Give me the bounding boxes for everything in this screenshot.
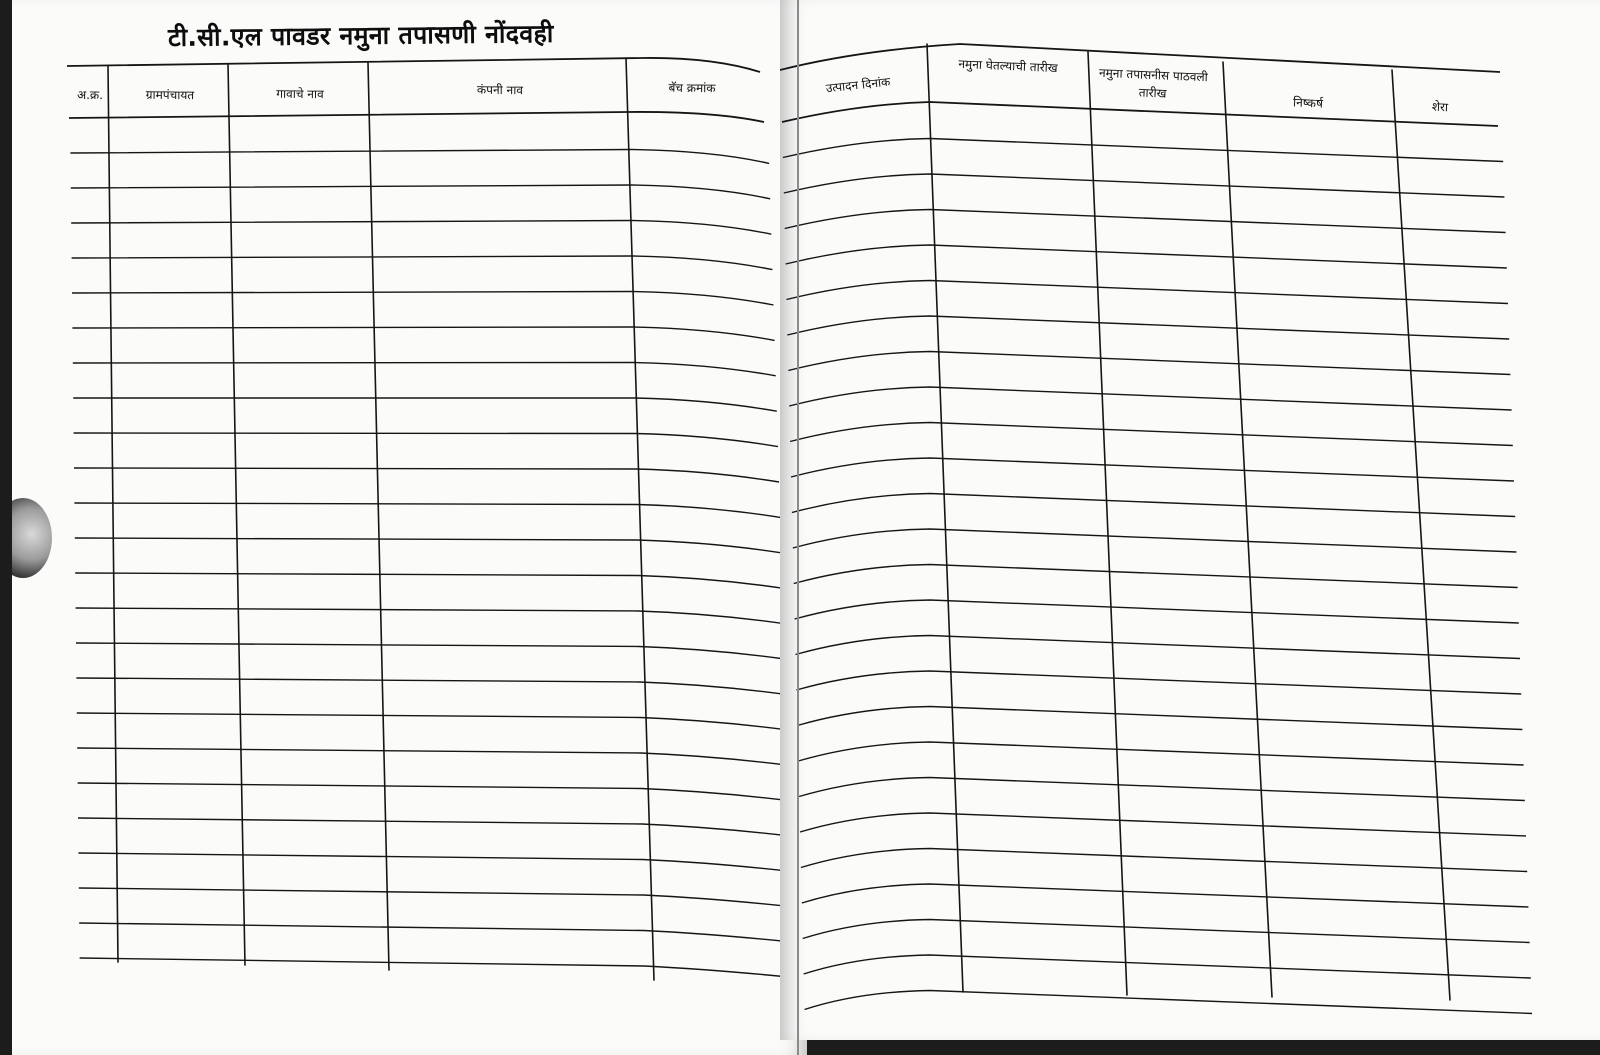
- table-row-line: [70, 150, 769, 164]
- register-title: टी.सी.एल पावडर नमुना तपासणी नोंदवही: [167, 18, 554, 53]
- table-row-line: [794, 565, 1518, 588]
- right-page: [780, 0, 1600, 1040]
- header-bottom-border: [782, 102, 1498, 126]
- table-row-line: [76, 678, 785, 694]
- table-row-line: [71, 221, 771, 235]
- table-row-line: [72, 327, 774, 340]
- table-row-line: [797, 707, 1522, 730]
- table-row-line: [78, 783, 789, 801]
- book-spine: [797, 0, 799, 1055]
- right-ruling: [780, 0, 1600, 1040]
- header-bottom-border: [69, 112, 764, 122]
- table-row-line: [80, 958, 795, 978]
- col-header-gram-panchayat: ग्रामपंचायत: [145, 87, 195, 103]
- col-header-remarks: शेरा: [1431, 99, 1449, 115]
- table-row-line: [78, 818, 790, 836]
- table-row-line: [78, 853, 791, 871]
- table-row-line: [77, 748, 788, 765]
- col-header-sample-sent-date: नमुना तपासनीस पाठवली तारीख: [1098, 65, 1209, 101]
- table-row-line: [72, 292, 774, 306]
- col-header-production-date: उत्पादन दिनांक: [825, 74, 891, 96]
- table-column-line: [1223, 62, 1272, 997]
- table-row-line: [796, 636, 1521, 659]
- col-header-conclusion: निष्कर्ष: [1292, 95, 1324, 111]
- table-row-line: [73, 363, 776, 376]
- col-header-serial: अ.क्र.: [76, 87, 104, 103]
- table-row-line: [71, 185, 770, 199]
- table-column-line: [927, 44, 963, 992]
- table-row-line: [800, 813, 1526, 836]
- table-row-line: [74, 433, 778, 447]
- table-row-line: [793, 529, 1517, 552]
- table-row-line: [787, 316, 1509, 339]
- table-row-line: [805, 991, 1533, 1014]
- table-row-line: [76, 608, 784, 624]
- table-row-line: [788, 352, 1510, 375]
- table-column-line: [108, 66, 118, 962]
- table-row-line: [787, 281, 1509, 304]
- table-row-line: [789, 387, 1511, 410]
- col-header-company-name: कंपनी नाव: [476, 82, 524, 98]
- table-column-line: [626, 58, 654, 980]
- table-row-line: [795, 600, 1519, 623]
- table-row-line: [783, 139, 1503, 162]
- table-column-line: [228, 64, 245, 965]
- table-row-line: [791, 458, 1514, 481]
- table-row-line: [77, 713, 787, 730]
- table-row-line: [73, 398, 777, 411]
- table-row-line: [72, 256, 773, 270]
- table-row-line: [798, 742, 1523, 765]
- table-row-line: [803, 920, 1530, 943]
- table-row-line: [786, 245, 1507, 268]
- table-row-line: [799, 778, 1525, 801]
- table-row-line: [792, 494, 1515, 517]
- table-row-line: [804, 955, 1531, 978]
- table-row-line: [785, 210, 1506, 233]
- table-row-line: [79, 923, 793, 942]
- table-row-line: [74, 503, 780, 517]
- left-ruling: [12, 0, 807, 1055]
- table-row-line: [75, 573, 782, 588]
- col-header-sample-taken-date: नमुना घेतल्याची तारीख: [958, 56, 1058, 76]
- table-column-line: [368, 63, 389, 970]
- col-header-batch-number: बॅच क्रमांक: [668, 80, 716, 96]
- table-top-border: [67, 58, 760, 72]
- table-row-line: [784, 174, 1505, 197]
- table-row-line: [801, 849, 1527, 872]
- table-row-line: [74, 468, 779, 482]
- table-column-line: [1392, 70, 1450, 1000]
- table-row-line: [802, 884, 1529, 907]
- table-row-line: [76, 643, 785, 659]
- table-row-line: [75, 538, 781, 553]
- table-column-line: [1088, 52, 1127, 995]
- left-page: [12, 0, 807, 1055]
- table-row-line: [79, 888, 792, 907]
- table-row-line: [796, 671, 1521, 694]
- table-row-line: [790, 423, 1513, 446]
- col-header-village-name: गावाचे नाव: [276, 86, 324, 102]
